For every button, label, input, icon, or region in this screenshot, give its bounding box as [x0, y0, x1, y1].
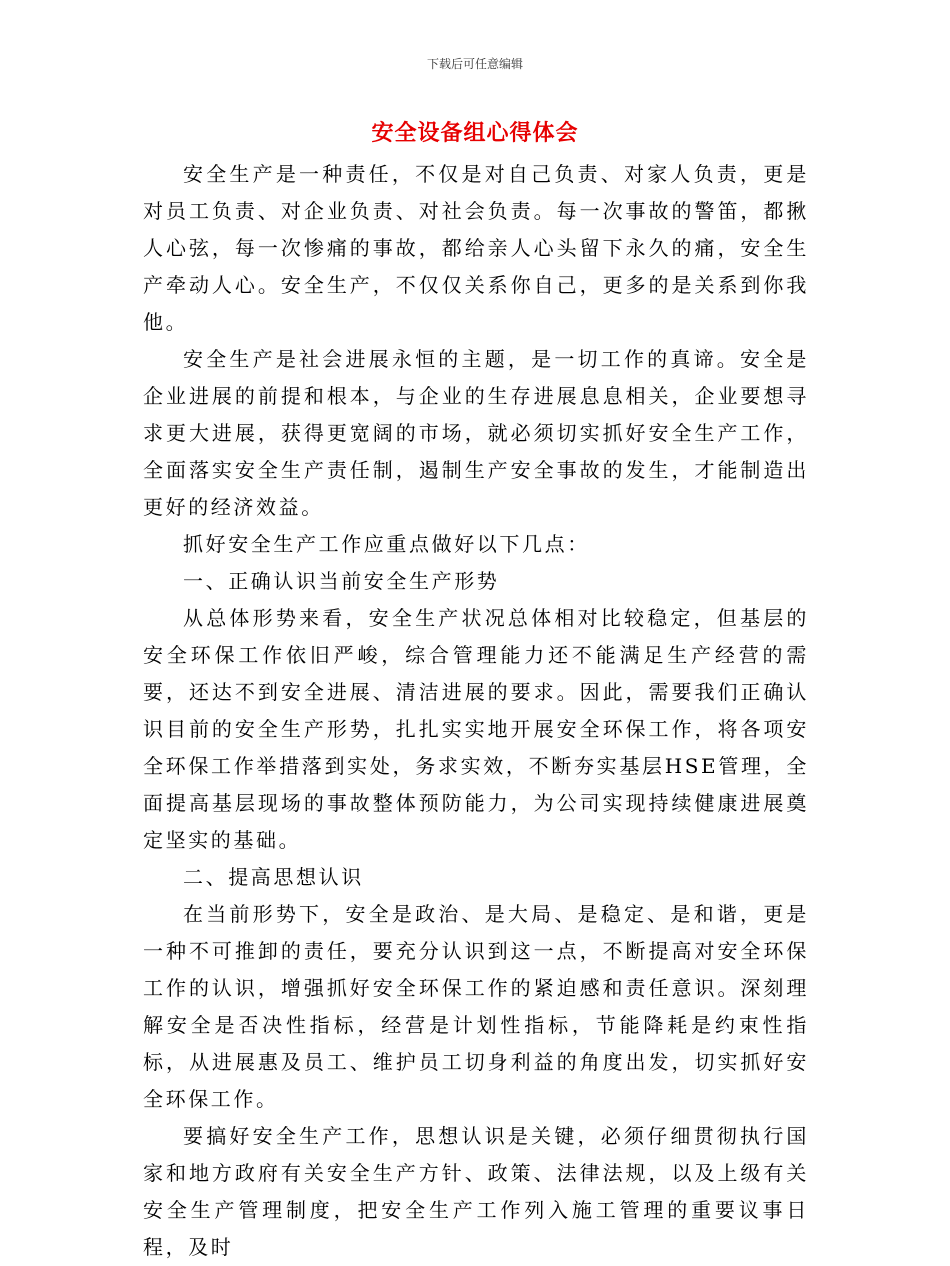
section-heading-situation: 一、正确认识当前安全生产形势: [183, 569, 500, 593]
paragraph-theme: 安全生产是社会进展永恒的主题，是一切工作的真谛。安全是企业进展的前提和根本，与企业的生存进展息息相关，企业要想寻求更大进展，获得更宽阔的市场，就必须切实抓好安全生产工作，全面落实安全生产责任制，遏制生产安全事故的发生，才能制造出更好的经济效益。: [143, 347, 809, 519]
paragraph-responsibility: 安全生产是一种责任，不仅是对自己负责、对家人负责，更是对员工负责、对企业负责、对社会负责。每一次事故的警笛，都揪人心弦，每一次惨痛的事故，都给亲人心头留下永久的痛，安全生产牵动人心。安全生产，不仅仅关系你自己，更多的是关系到你我他。: [143, 162, 809, 334]
document-body: [143, 156, 809, 1266]
paragraph-key-points: 抓好安全生产工作应重点做好以下几点：: [183, 532, 590, 556]
paragraph-situation: 从总体形势来看，安全生产状况总体相对比较稳定，但基层的安全环保工作依旧严峻，综合管理能力还不能满足生产经营的需要，还达不到安全进展、清洁进展的要求。因此，需要我们正确认识目前的安全生产形势，扎扎实实地开展安全环保工作，将各项安全环保工作举措落到实处，务求实效，不断夯实基层HSE管理，全面提高基层现场的事故整体预防能力，为公司实现持续健康进展奠定坚实的基础。: [143, 606, 809, 852]
document-title: 安全设备组心得体会: [371, 121, 579, 146]
section-heading-awareness: 二、提高思想认识: [183, 865, 364, 889]
paragraph-implementation: 要搞好安全生产工作，思想认识是关键，必须仔细贯彻执行国家和地方政府有关安全生产方针、政策、法律法规，以及上级有关安全生产管理制度，把安全生产工作列入施工管理的重要议事日程，及时: [143, 1124, 809, 1259]
header-note: 下载后可任意编辑: [426, 57, 523, 71]
paragraph-awareness: 在当前形势下，安全是政治、是大局、是稳定、是和谐，更是一种不可推卸的责任，要充分认识到这一点，不断提高对安全环保工作的认识，增强抓好安全环保工作的紧迫感和责任意识。深刻理解安全是否决性指标，经营是计划性指标，节能降耗是约束性指标，从进展惠及员工、维护员工切身利益的角度出发，切实抓好安全环保工作。: [143, 902, 809, 1111]
